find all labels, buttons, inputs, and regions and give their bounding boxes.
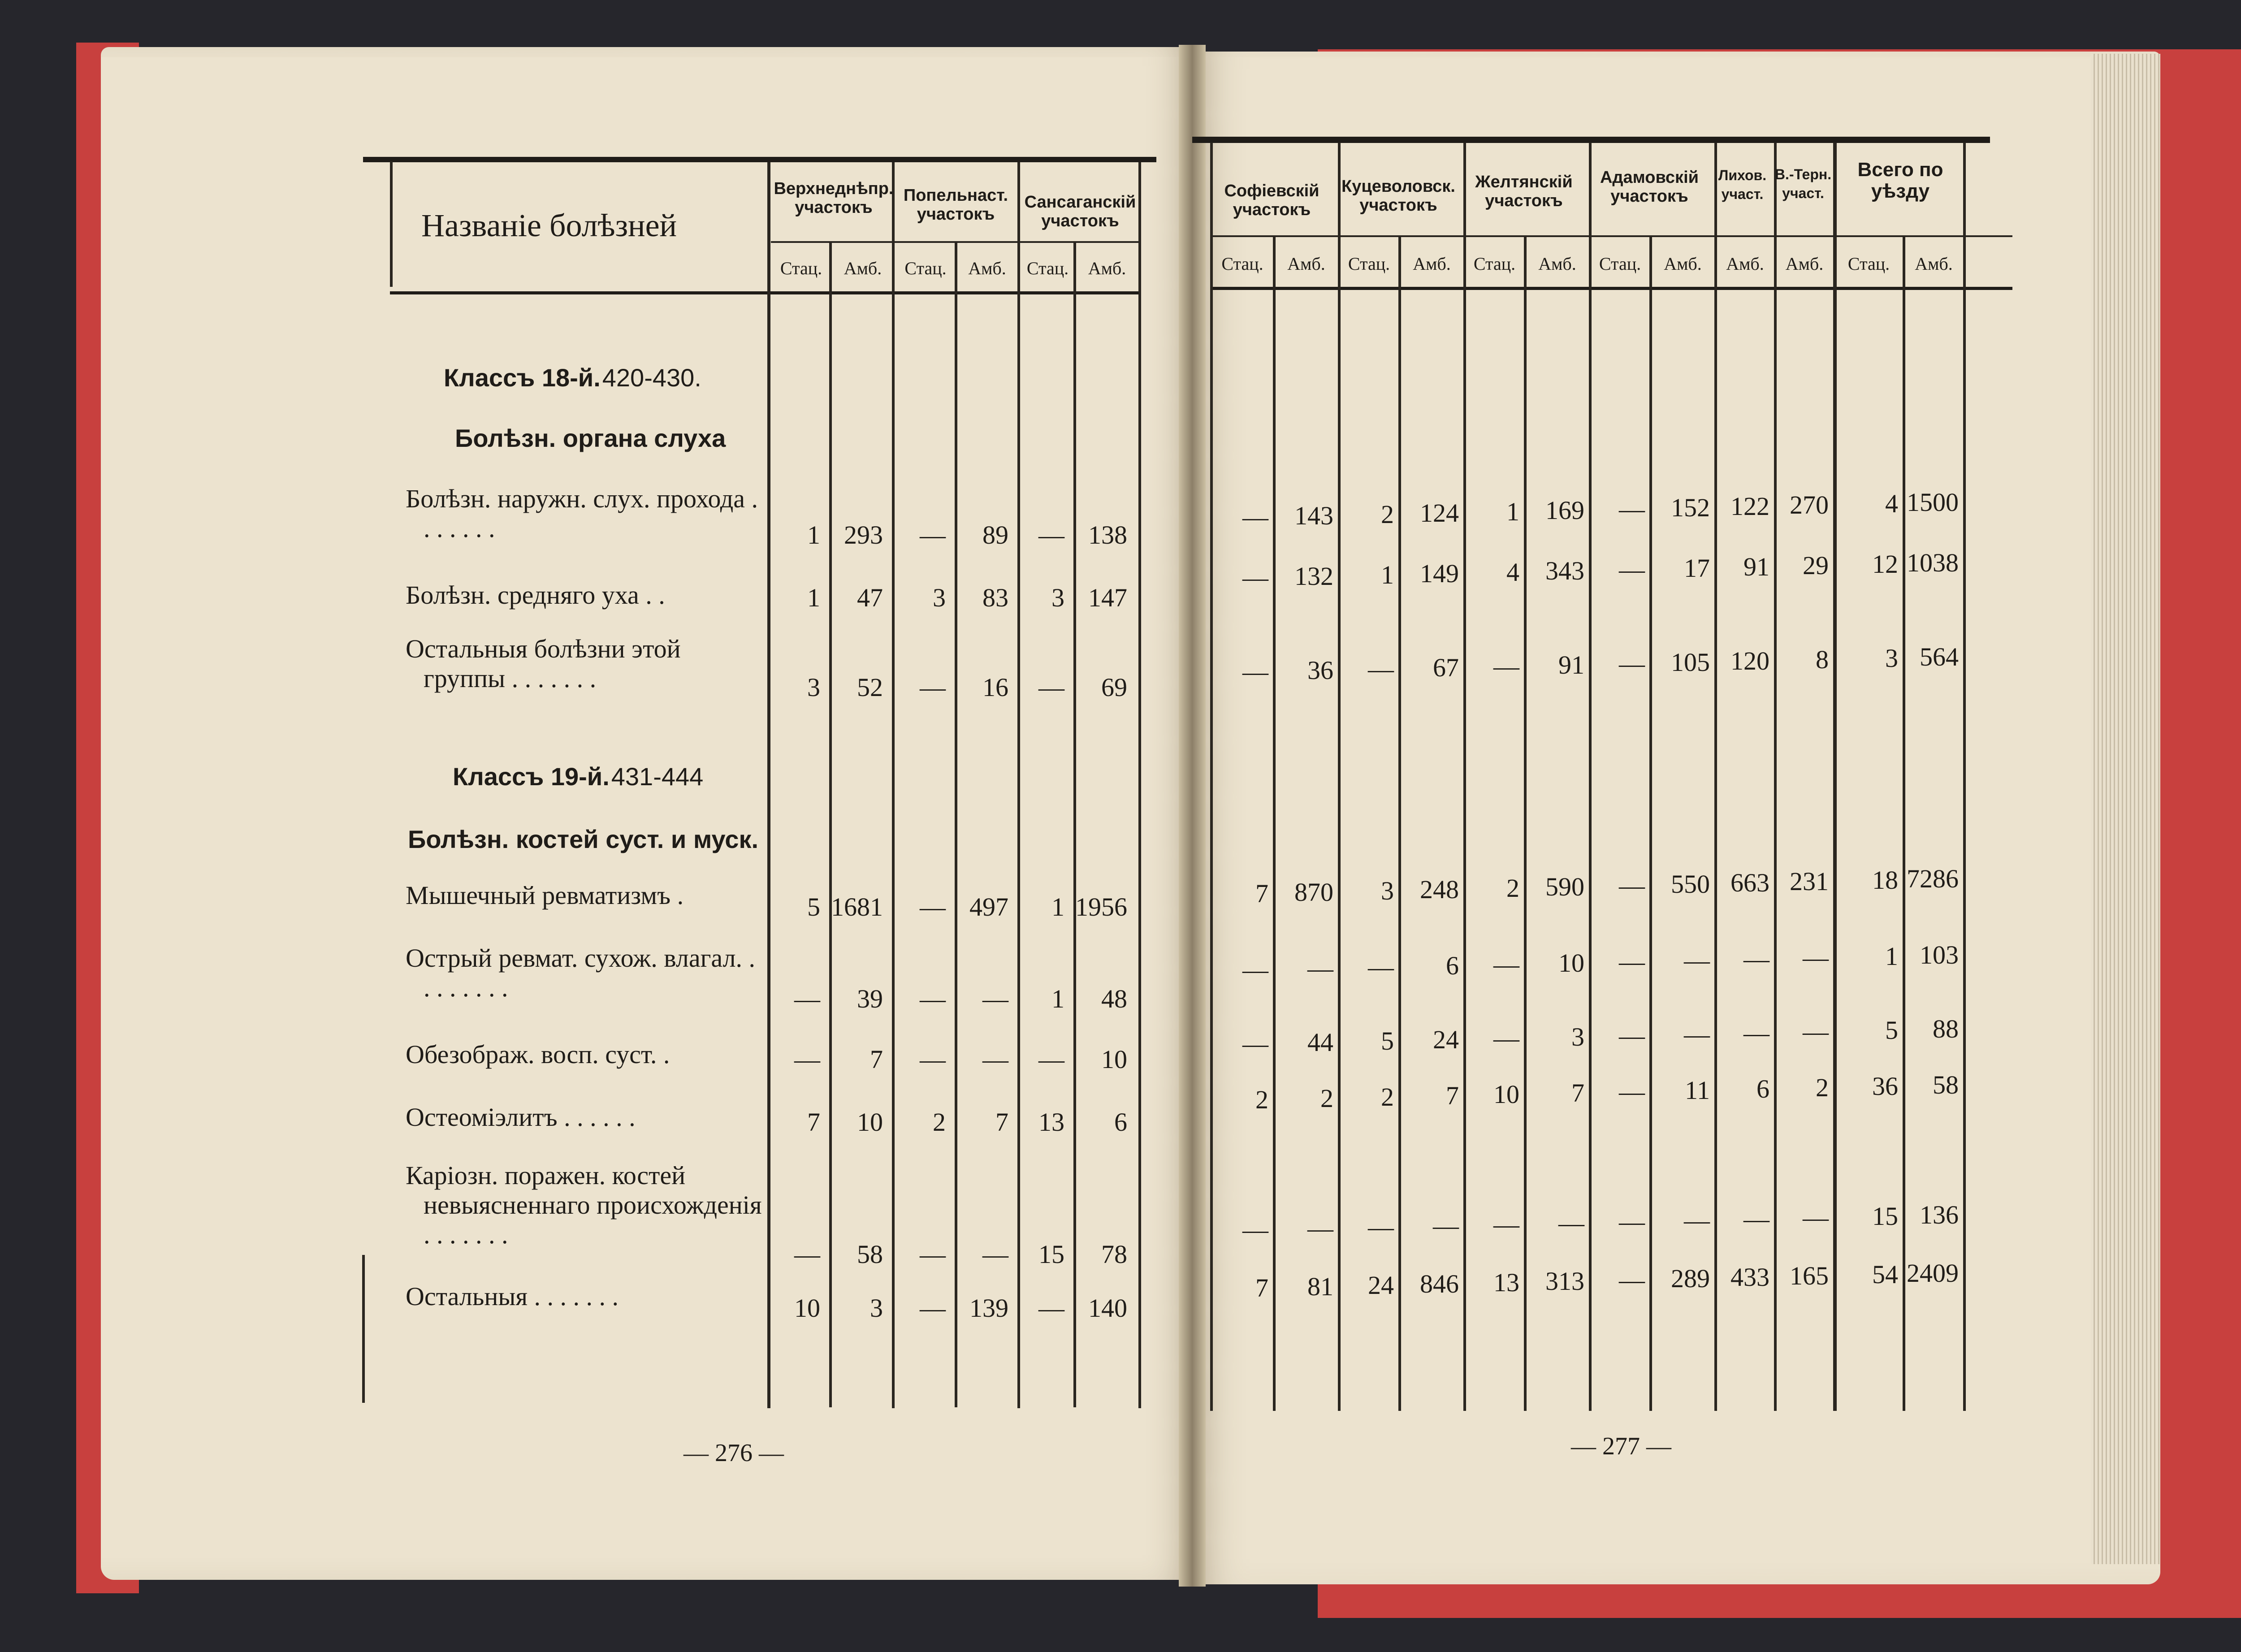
- column-line: [955, 242, 957, 1407]
- table-cell: —: [1242, 657, 1268, 686]
- table-cell: 3: [1571, 1022, 1584, 1051]
- table-cell: —: [1619, 947, 1645, 976]
- table-cell: 17: [1684, 554, 1710, 583]
- table-cell: 6: [1756, 1074, 1769, 1103]
- table-cell: 1: [807, 520, 820, 549]
- table-cell: 18: [1872, 865, 1898, 895]
- sub-header: Стац.: [1026, 258, 1069, 278]
- sub-header: Амб.: [1726, 254, 1764, 274]
- table-cell: 1500: [1907, 488, 1959, 517]
- class-range: 420-430.: [602, 363, 701, 392]
- disease-name: Остальныя болѣзни этой группы . . . . . . .: [406, 634, 681, 693]
- table-cell: 89: [982, 520, 1008, 549]
- table-cell: —: [1493, 1210, 1519, 1239]
- table-cell: 231: [1790, 867, 1829, 896]
- table-cell: —: [982, 1240, 1008, 1269]
- table-cell: 7: [1571, 1078, 1584, 1107]
- right-page: [1192, 52, 2160, 1584]
- district-header: Софіевскій участокъ: [1224, 182, 1320, 219]
- book-gutter: [1179, 45, 1206, 1587]
- table-cell: 81: [1307, 1272, 1333, 1301]
- table-cell: 7: [870, 1045, 883, 1074]
- sub-header: Амб.: [844, 258, 882, 278]
- table-cell: 120: [1731, 646, 1769, 675]
- table-cell: 24: [1433, 1025, 1459, 1054]
- table-cell: —: [920, 1240, 946, 1269]
- table-cell: —: [1684, 946, 1710, 975]
- table-cell: 3: [933, 583, 946, 612]
- table-cell: —: [1493, 950, 1519, 979]
- table-cell: —: [794, 1045, 820, 1074]
- table-cell: 48: [1101, 984, 1127, 1013]
- table-cell: 122: [1731, 492, 1769, 521]
- table-cell: 1681: [831, 892, 883, 921]
- table-cell: 1: [1506, 497, 1519, 526]
- table-cell: 36: [1872, 1072, 1898, 1101]
- table-cell: —: [1803, 1017, 1829, 1046]
- top-rule: [1192, 137, 1990, 143]
- table-cell: —: [1038, 1045, 1064, 1074]
- header-rule: [390, 291, 1138, 294]
- table-cell: 69: [1101, 673, 1127, 702]
- table-cell: 2: [1381, 1082, 1394, 1111]
- table-cell: 10: [1493, 1080, 1519, 1109]
- table-cell: 169: [1545, 496, 1584, 525]
- table-cell: 152: [1671, 493, 1710, 522]
- table-cell: 78: [1101, 1240, 1127, 1269]
- table-cell: —: [1242, 1029, 1268, 1058]
- table-cell: 132: [1294, 562, 1333, 591]
- district-header: Верхнеднѣпр. участокъ: [774, 179, 894, 217]
- table-cell: —: [1619, 555, 1645, 584]
- disease-name: Острый ревмат. сухож. влагал. . . . . . . . .: [406, 943, 756, 1002]
- column-line: [390, 161, 393, 287]
- table-cell: 550: [1671, 869, 1710, 899]
- table-cell: —: [1743, 1018, 1769, 1047]
- table-cell: 2: [1381, 500, 1394, 529]
- table-cell: 54: [1872, 1260, 1898, 1289]
- table-cell: 2: [1816, 1073, 1829, 1102]
- disease-name: Остеоміэлитъ . . . . . .: [406, 1103, 636, 1132]
- table-cell: 3: [1051, 583, 1064, 612]
- table-cell: 3: [1381, 876, 1394, 905]
- table-cell: 7: [1446, 1081, 1459, 1110]
- table-cell: —: [1619, 1265, 1645, 1294]
- table-cell: —: [1619, 1077, 1645, 1106]
- table-cell: 6: [1446, 951, 1459, 980]
- district-header: Всего по уѣзду: [1857, 159, 1943, 202]
- table-cell: 5: [807, 892, 820, 921]
- table-cell: —: [982, 984, 1008, 1013]
- table-cell: 433: [1731, 1263, 1769, 1292]
- table-cell: 1956: [1075, 892, 1127, 921]
- table-cell: 52: [857, 673, 883, 702]
- table-cell: 29: [1803, 551, 1829, 580]
- table-cell: —: [1619, 871, 1645, 900]
- table-cell: 165: [1790, 1261, 1829, 1290]
- table-cell: 7: [1255, 879, 1268, 908]
- district-header: Лихов. участ.: [1718, 167, 1767, 202]
- table-cell: 4: [1885, 489, 1898, 518]
- header-rule: [1210, 287, 2012, 290]
- table-cell: 293: [844, 520, 883, 549]
- table-cell: 313: [1545, 1267, 1584, 1296]
- table-cell: 248: [1420, 875, 1459, 904]
- table-cell: 13: [1493, 1268, 1519, 1297]
- table-cell: —: [920, 892, 946, 921]
- table-cell: 15: [1038, 1240, 1064, 1269]
- table-cell: 10: [857, 1107, 883, 1137]
- column-line: [829, 242, 832, 1407]
- table-cell: 3: [1885, 644, 1898, 673]
- sub-header: Амб.: [968, 258, 1006, 278]
- district-header: Куцеволовск. участокъ: [1341, 177, 1455, 215]
- table-cell: 136: [1920, 1200, 1959, 1229]
- table-cell: —: [794, 984, 820, 1013]
- table-cell: 10: [1558, 948, 1584, 977]
- class-heading: [453, 762, 703, 791]
- table-cell: —: [1038, 673, 1064, 702]
- table-cell: 16: [982, 673, 1008, 702]
- table-cell: 2409: [1907, 1258, 1959, 1288]
- table-cell: —: [920, 520, 946, 549]
- table-cell: 1: [1885, 942, 1898, 971]
- table-cell: 5: [1885, 1016, 1898, 1045]
- group-heading: Болѣзн. костей суст. и муск.: [408, 825, 759, 853]
- sub-header: Амб.: [1915, 254, 1953, 274]
- table-cell: —: [1038, 520, 1064, 549]
- table-cell: —: [1493, 652, 1519, 681]
- table-cell: 140: [1088, 1293, 1127, 1323]
- table-cell: 870: [1294, 878, 1333, 907]
- table-cell: —: [1368, 952, 1394, 982]
- district-header: Сансаганскій участокъ: [1024, 193, 1136, 230]
- table-cell: 3: [807, 673, 820, 702]
- table-cell: 47: [857, 583, 883, 612]
- table-cell: —: [1684, 1020, 1710, 1049]
- table-cell: —: [1307, 1214, 1333, 1243]
- table-cell: 846: [1420, 1269, 1459, 1298]
- table-cell: —: [1038, 1293, 1064, 1323]
- table-cell: 1: [807, 583, 820, 612]
- table-cell: 58: [1933, 1070, 1959, 1099]
- table-cell: 7: [995, 1107, 1008, 1137]
- column-line: [1903, 237, 1905, 1411]
- table-cell: —: [1368, 654, 1394, 683]
- sub-header: Стац.: [1847, 254, 1890, 274]
- column-header-disease-name: Названіе болѣзней: [421, 208, 677, 243]
- class-title: Классъ 19-й.: [453, 762, 610, 791]
- top-rule: [363, 157, 1156, 162]
- table-cell: —: [1242, 563, 1268, 592]
- table-cell: 4: [1506, 558, 1519, 587]
- table-cell: —: [920, 984, 946, 1013]
- table-cell: 10: [1101, 1045, 1127, 1074]
- table-cell: 10: [794, 1293, 820, 1323]
- sub-header: Стац.: [780, 258, 822, 278]
- disease-name: Каріозн. поражен. костей невыясненнаго происхожденія . . . . . . .: [406, 1161, 762, 1249]
- class-title: Классъ 18-й.: [444, 363, 601, 392]
- table-cell: 58: [857, 1240, 883, 1269]
- table-cell: —: [1743, 944, 1769, 973]
- table-cell: —: [920, 1045, 946, 1074]
- table-cell: —: [920, 1293, 946, 1323]
- table-cell: 7: [807, 1107, 820, 1137]
- table-cell: 36: [1307, 656, 1333, 685]
- table-cell: 590: [1545, 872, 1584, 901]
- sub-header-rule: [1210, 235, 2012, 237]
- column-line: [1073, 242, 1076, 1407]
- table-cell: 1038: [1907, 548, 1959, 577]
- table-cell: 15: [1872, 1202, 1898, 1231]
- table-cell: —: [1493, 1024, 1519, 1053]
- sub-header: Амб.: [1664, 254, 1702, 274]
- table-cell: —: [1743, 1204, 1769, 1233]
- table-cell: 2: [1320, 1084, 1333, 1113]
- table-cell: 143: [1294, 501, 1333, 530]
- table-cell: 11: [1685, 1076, 1710, 1105]
- table-cell: 1: [1051, 892, 1064, 921]
- table-cell: —: [1803, 943, 1829, 972]
- disease-name: Обезображ. восп. суст. .: [406, 1040, 670, 1069]
- sub-header: Амб.: [1538, 254, 1576, 274]
- table-cell: —: [1619, 649, 1645, 678]
- table-cell: 67: [1433, 653, 1459, 682]
- table-cell: 88: [1933, 1014, 1959, 1043]
- column-line: [1138, 162, 1141, 1408]
- table-cell: —: [1242, 1215, 1268, 1244]
- table-cell: —: [1242, 502, 1268, 532]
- disease-name: Болѣзн. средняго уха . .: [406, 580, 665, 610]
- table-cell: 3: [870, 1293, 883, 1323]
- table-cell: —: [1619, 494, 1645, 523]
- table-cell: 7: [1255, 1273, 1268, 1302]
- sub-header: Стац.: [904, 258, 947, 278]
- table-cell: 2: [1506, 874, 1519, 903]
- table-cell: 138: [1088, 520, 1127, 549]
- table-cell: 105: [1671, 648, 1710, 677]
- table-cell: —: [1619, 1021, 1645, 1050]
- disease-name: Мышечный ревматизмъ .: [406, 881, 684, 910]
- table-cell: 147: [1088, 583, 1127, 612]
- sub-header: Амб.: [1088, 258, 1126, 278]
- table-cell: 139: [969, 1293, 1008, 1323]
- sub-header: Стац.: [1348, 254, 1390, 274]
- table-cell: —: [1684, 1206, 1710, 1235]
- sub-header: Стац.: [1599, 254, 1641, 274]
- sub-header: Амб.: [1287, 254, 1325, 274]
- table-cell: 2: [933, 1107, 946, 1137]
- page-number: — 277 —: [1571, 1432, 1671, 1460]
- table-cell: 149: [1420, 559, 1459, 588]
- table-cell: —: [1242, 955, 1268, 984]
- table-cell: 5: [1381, 1026, 1394, 1055]
- table-cell: 13: [1038, 1107, 1064, 1137]
- group-heading: Болѣзн. органа слуха: [455, 424, 726, 452]
- column-line: [1017, 162, 1020, 1408]
- table-cell: 8: [1816, 645, 1829, 674]
- table-cell: —: [982, 1045, 1008, 1074]
- sub-header: Амб.: [1785, 254, 1824, 274]
- column-line: [892, 162, 895, 1408]
- table-cell: 1: [1051, 984, 1064, 1013]
- table-cell: 1: [1381, 560, 1394, 589]
- table-cell: 564: [1920, 642, 1959, 671]
- table-cell: 103: [1920, 940, 1959, 969]
- table-cell: 12: [1872, 549, 1898, 579]
- table-cell: 83: [982, 583, 1008, 612]
- sub-header: Стац.: [1221, 254, 1263, 274]
- class-range: 431-444: [611, 762, 704, 791]
- table-cell: 44: [1307, 1028, 1333, 1057]
- sub-header: Амб.: [1413, 254, 1451, 274]
- district-header: В.-Терн. участ.: [1774, 166, 1832, 201]
- table-cell: 343: [1545, 556, 1584, 585]
- table-cell: —: [794, 1240, 820, 1269]
- disease-name: Болѣзн. наружн. слух. прохода . . . . . . .: [406, 484, 758, 543]
- class-heading: [444, 363, 701, 392]
- table-cell: —: [1803, 1203, 1829, 1232]
- table-cell: —: [1307, 954, 1333, 983]
- table-cell: —: [920, 673, 946, 702]
- table-cell: 6: [1114, 1107, 1127, 1137]
- table-cell: —: [1619, 1207, 1645, 1236]
- table-cell: 7286: [1907, 864, 1959, 893]
- column-line: [362, 1255, 365, 1403]
- disease-name: Остальныя . . . . . . .: [406, 1282, 619, 1311]
- table-cell: 2: [1255, 1085, 1268, 1114]
- table-cell: 289: [1671, 1264, 1710, 1293]
- table-cell: 124: [1420, 498, 1459, 528]
- table-cell: 91: [1558, 650, 1584, 679]
- table-cell: 91: [1743, 552, 1769, 581]
- table-cell: 663: [1731, 868, 1769, 897]
- sub-header: Стац.: [1473, 254, 1516, 274]
- page-number: — 276 —: [684, 1439, 784, 1467]
- table-cell: 39: [857, 984, 883, 1013]
- table-cell: 497: [969, 892, 1008, 921]
- table-cell: 270: [1790, 490, 1829, 519]
- table-cell: 24: [1368, 1271, 1394, 1300]
- district-header: Адамовскій участокъ: [1600, 168, 1699, 206]
- column-line: [1963, 143, 1966, 1411]
- table-cell: —: [1558, 1208, 1584, 1237]
- table-cell: —: [1368, 1212, 1394, 1241]
- page-edges: [2091, 54, 2160, 1564]
- district-header: Попельнаст. участокъ: [903, 186, 1008, 224]
- district-header: Желтянскій участокъ: [1475, 173, 1573, 210]
- table-cell: —: [1433, 1211, 1459, 1240]
